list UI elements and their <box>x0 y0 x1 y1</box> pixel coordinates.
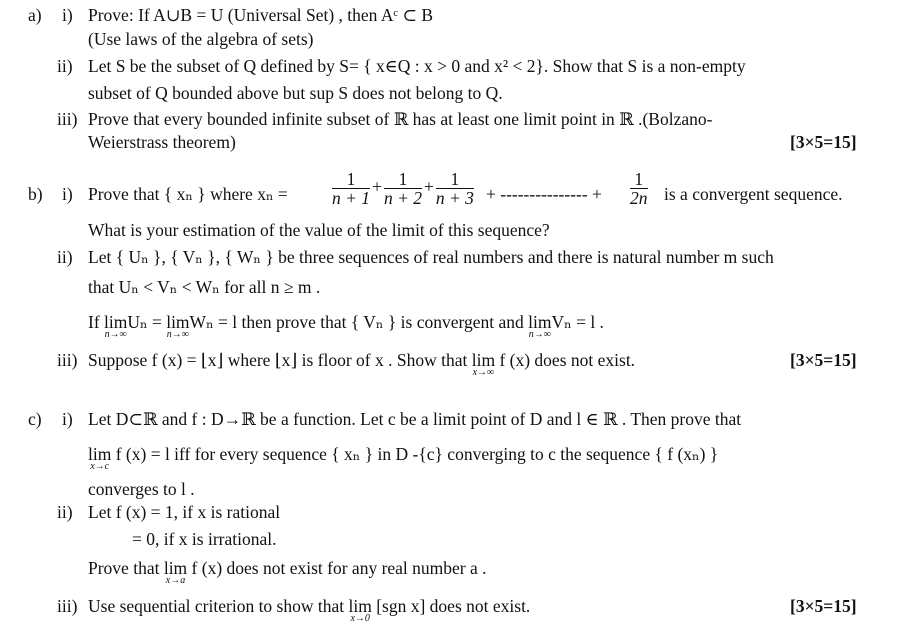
limit-operator-5: lim x→c <box>88 444 112 472</box>
question-b-i-line2: What is your estimation of the value of the limit of this sequence? <box>88 220 550 240</box>
question-c-iii-number: iii) <box>57 596 78 616</box>
fraction-term-3: $\frac{1}{n + 3}$ <box>435 169 474 208</box>
question-a-ii-text-cont: subset of Q bounded above but sup S does not belong to Q. <box>88 83 503 103</box>
question-c-i-line3: converges to l . <box>88 479 195 499</box>
section-c-label: c) <box>28 409 42 429</box>
question-c-ii-line3: Prove that lim x→a f (x) does not exist for any real number a . <box>88 558 487 586</box>
question-c-ii-text: Let f (x) = 1, if x is rational <box>88 502 281 522</box>
question-b-i-post: is a convergent sequence. <box>664 184 843 204</box>
question-a-iii-text: Prove that every bounded infinite subset of ℝ has at least one limit point in ℝ .(Bolzano- <box>88 109 713 129</box>
question-a-i-number: i) <box>62 5 73 25</box>
question-b-i-number: i) <box>62 184 73 204</box>
question-c-iii-text: Use sequential criterion to show that lim x→0 [sgn x] does not exist. <box>88 596 531 624</box>
question-a-ii-number: ii) <box>57 56 73 76</box>
limit-operator-2: lim n→∞ <box>166 312 190 340</box>
section-b-label: b) <box>28 184 43 204</box>
limit-operator-3: lim n→∞ <box>528 312 552 340</box>
series-dashes: + --------------- + <box>486 184 602 204</box>
section-a-label: a) <box>28 5 42 25</box>
limit-operator-6: lim x→a <box>163 558 188 586</box>
question-a-iii-number: iii) <box>57 109 78 129</box>
fraction-term-1: $\frac{1}{n + 1}$ <box>332 169 371 208</box>
limit-operator-1: lim n→∞ <box>104 312 128 340</box>
question-c-ii-number: ii) <box>57 502 73 522</box>
section-a-marks: [3×5=15] <box>790 132 857 152</box>
question-a-iii-text-cont: Weierstrass theorem) <box>88 132 236 152</box>
question-b-i-pre: Prove that { xₙ } where xₙ = <box>88 184 288 204</box>
limit-operator-7: lim x→0 <box>348 596 372 624</box>
question-b-ii-text: Let { Uₙ }, { Vₙ }, { Wₙ } be three sequences of real numbers and there is natural number m such <box>88 247 774 267</box>
series-expression: $\frac{1}{n + 1}$ + $\frac{1}{n + 2}$ + $\frac{1}{n + 3}$ <box>332 169 474 208</box>
question-a-i-text: Prove: If A∪B = U (Universal Set) , then Aᶜ ⊂ B <box>88 5 434 25</box>
question-b-ii-line3: If lim n→∞ Uₙ = lim n→∞ Wₙ = l then prove that { Vₙ } is convergent and lim n→∞ Vₙ = l . <box>88 312 604 340</box>
question-c-ii-text-cont: = 0, if x is irrational. <box>132 529 277 549</box>
fraction-term-2: $\frac{1}{n + 2}$ <box>383 169 422 208</box>
question-a-i-hint: (Use laws of the algebra of sets) <box>88 29 314 49</box>
limit-operator-4: lim x→∞ <box>471 350 496 378</box>
question-b-iii-number: iii) <box>57 350 78 370</box>
section-b-marks: [3×5=15] <box>790 350 857 370</box>
question-a-ii-text: Let S be the subset of Q defined by S= { x∈Q : x > 0 and x² < 2}. Show that S is a non-empty <box>88 56 746 76</box>
question-c-i-line2: lim x→c f (x) = l iff for every sequence { xₙ } in D -{c} converging to c the sequence { f (xₙ) } <box>88 444 719 472</box>
section-c-marks: [3×5=15] <box>790 596 857 616</box>
fraction-term-last: $\frac{1}{2n}$ <box>630 169 648 208</box>
question-b-ii-number: ii) <box>57 247 73 267</box>
question-b-ii-text-cont: that Uₙ < Vₙ < Wₙ for all n ≥ m . <box>88 277 321 297</box>
question-c-i-number: i) <box>62 409 73 429</box>
question-b-iii-text: Suppose f (x) = ⌊x⌋ where ⌊x⌋ is floor of x . Show that lim x→∞ f (x) does not exist. <box>88 350 636 378</box>
question-c-i-text: Let D⊂ℝ and f : D→ℝ be a function. Let c be a limit point of D and l ∈ ℝ . Then prove that <box>88 409 742 429</box>
